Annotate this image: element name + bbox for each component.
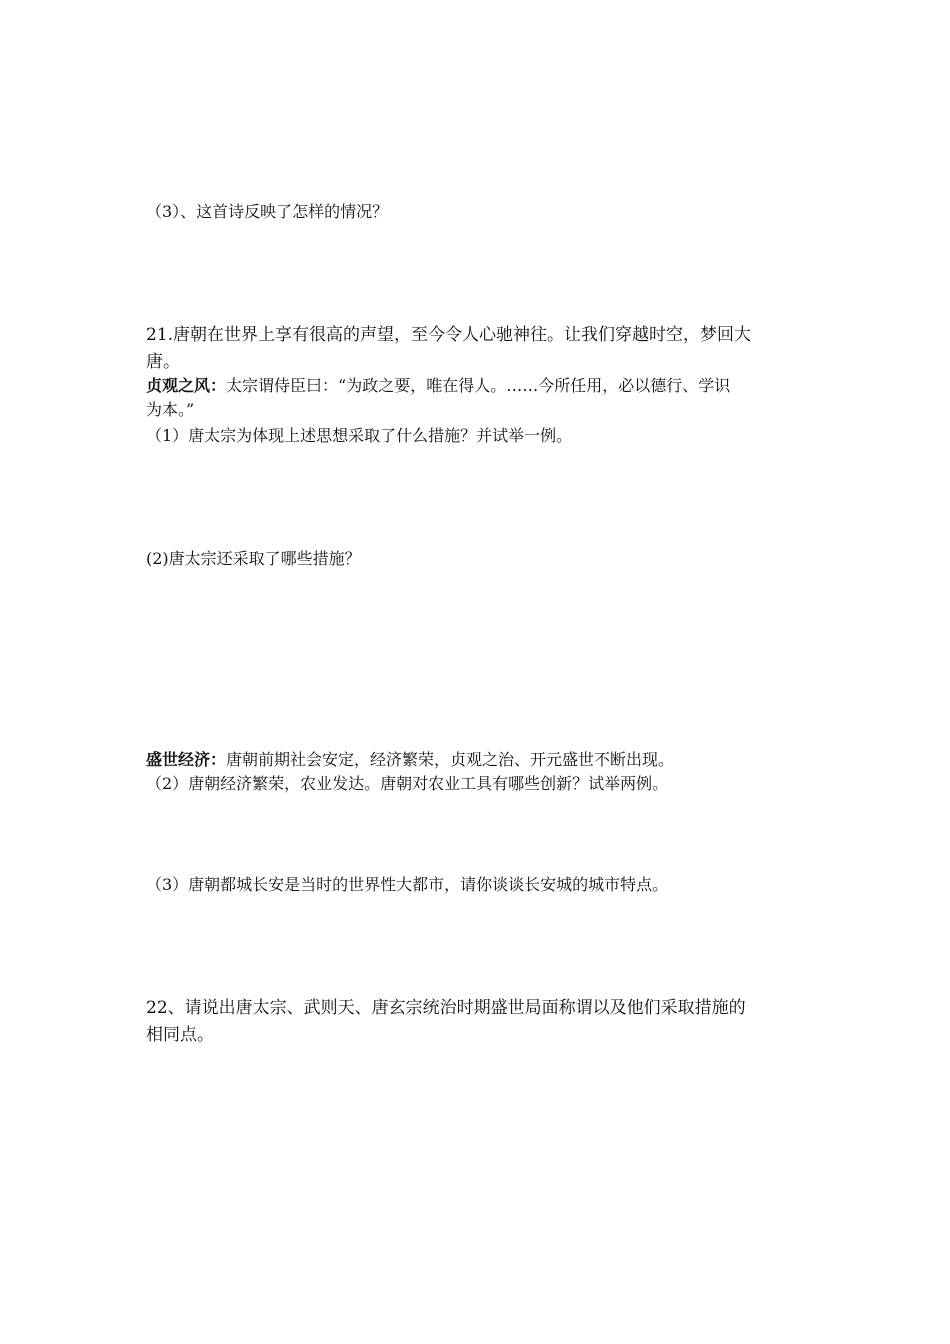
question-22-line2: 相同点。 xyxy=(146,1025,214,1045)
shengshi-paragraph xyxy=(146,748,816,772)
question-21-sub2b: （2）唐朝经济繁荣，农业发达。唐朝对农业工具有哪些创新？试举两例。 xyxy=(146,774,669,793)
shengshi-text: 唐朝前期社会安定，经济繁荣，贞观之治、开元盛世不断出现。 xyxy=(226,750,675,769)
zhenguan-label: 贞观之风： xyxy=(146,376,227,395)
shengshi-label: 盛世经济： xyxy=(146,750,227,769)
zhenguan-quote-line1: 太宗谓侍臣曰：“为政之要，唯在得人。……今所任用，必以德行、学识 xyxy=(226,376,731,395)
question-20-sub3: （3）、这首诗反映了怎样的情况？ xyxy=(146,202,389,221)
question-21-intro-line1: 21.唐朝在世界上享有很高的声望，至今令人心驰神往。让我们穿越时空，梦回大 xyxy=(146,325,752,345)
question-21-sub3: （3）唐朝都城长安是当时的世界性大都市，请你谈谈长安城的城市特点。 xyxy=(146,875,669,894)
question-22-line1: 22、请说出唐太宗、武则天、唐玄宗统治时期盛世局面称谓以及他们采取措施的 xyxy=(146,998,746,1018)
question-21-sub1: （1）唐太宗为体现上述思想采取了什么措施？并试举一例。 xyxy=(146,426,573,445)
question-21-intro-line2: 唐。 xyxy=(146,352,180,372)
zhenguan-paragraph-line1 xyxy=(146,374,816,398)
zhenguan-quote-line2: 为本。” xyxy=(146,400,195,419)
question-21-sub2: (2)唐太宗还采取了哪些措施？ xyxy=(146,549,361,568)
